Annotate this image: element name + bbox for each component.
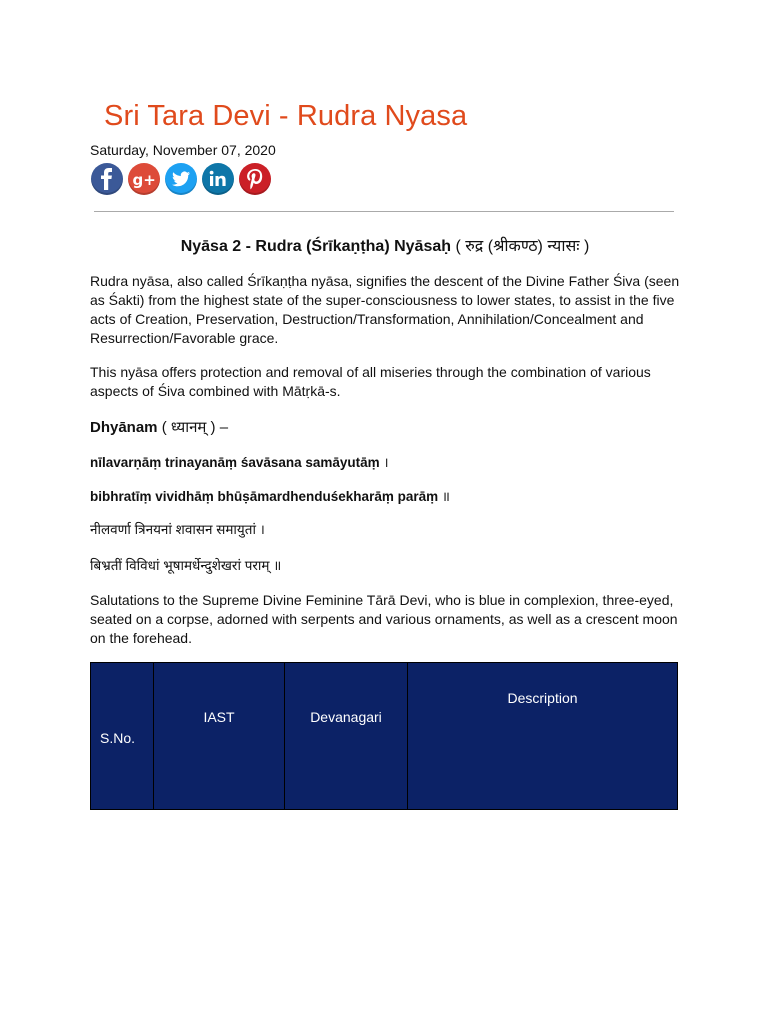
share-bar: [91, 163, 271, 195]
verse-text: bibhratīṃ vividhāṃ bhūṣāmardhenduśekharāṃ parāṃ: [90, 489, 439, 504]
twitter-share-button[interactable]: [165, 163, 197, 195]
column-header-description: Description: [408, 663, 678, 810]
google-plus-share-button[interactable]: [128, 163, 160, 195]
page-title: Sri Tara Devi - Rudra Nyasa: [104, 100, 468, 132]
verse-iast-line-2: [90, 487, 450, 505]
verse-iast-line-1: [90, 453, 389, 471]
table-header-row: [91, 663, 678, 810]
divider: [94, 211, 674, 212]
column-header-iast: IAST: [154, 663, 285, 810]
pinterest-share-button[interactable]: [239, 163, 271, 195]
protection-paragraph: This nyāsa offers protection and removal of all miseries through the combination of various aspects of Śiva combined with Mātṛkā-s.: [90, 364, 651, 399]
section-heading: [90, 234, 680, 256]
pinterest-icon: [239, 163, 271, 195]
verse-mark: ।: [259, 522, 265, 537]
column-header-devanagari: Devanagari: [285, 663, 408, 810]
facebook-share-button[interactable]: [91, 163, 123, 195]
verse-mark: ॥: [441, 489, 450, 504]
linkedin-icon: [202, 163, 234, 195]
dhyanam-heading-iast: Dhyānam: [90, 419, 158, 436]
verse-devanagari-line-2: [90, 556, 281, 574]
column-header-sno: S.No.: [91, 663, 154, 810]
dhyanam-heading-devanagari: ( ध्यानम् ) –: [161, 419, 229, 436]
svg-text:g+: g+: [132, 171, 156, 189]
verse-text: बिभ्रतीं विविधां भूषामर्धेन्दुशेखरां पराम्: [90, 558, 270, 573]
linkedin-share-button[interactable]: [202, 163, 234, 195]
facebook-icon: [91, 163, 123, 195]
verse-mark: ।: [383, 455, 389, 470]
post-date: Saturday, November 07, 2020: [90, 142, 276, 158]
verse-devanagari-line-1: [90, 520, 265, 538]
verse-text: नीलवर्णा त्रिनयनां शवासन समायुतां: [90, 522, 256, 537]
verse-text: nīlavarṇāṃ trinayanāṃ śavāsana samāyutāṃ: [90, 455, 380, 470]
google-plus-icon: [128, 163, 160, 195]
section-heading-devanagari: ( रुद्र (श्रीकण्ठ) न्यासः ): [455, 238, 590, 255]
nyasa-table: [90, 662, 678, 810]
dhyanam-heading: [90, 417, 228, 437]
intro-paragraph: Rudra nyāsa, also called Śrīkaṇṭha nyāsa, signifies the descent of the Divine Father Śiva (seen as Śakti) from the highest state of the super-consciousness to lower states, to assist in the five acts of Creation, Preservation, Destruction/Transformation, Annihilation/Concealment and Resurrection/Favorable grace.: [90, 273, 680, 346]
meaning-paragraph: Salutations to the Supreme Divine Feminine Tārā Devi, who is blue in complexion, three-eyed, seated on a corpse, adorned with serpents and various ornaments, as well as a crescent moon on the forehead.: [90, 592, 678, 646]
section-heading-iast: Nyāsa 2 - Rudra (Śrīkaṇṭha) Nyāsaḥ: [180, 238, 452, 255]
verse-mark: ॥: [273, 558, 282, 573]
twitter-icon: [165, 163, 197, 195]
